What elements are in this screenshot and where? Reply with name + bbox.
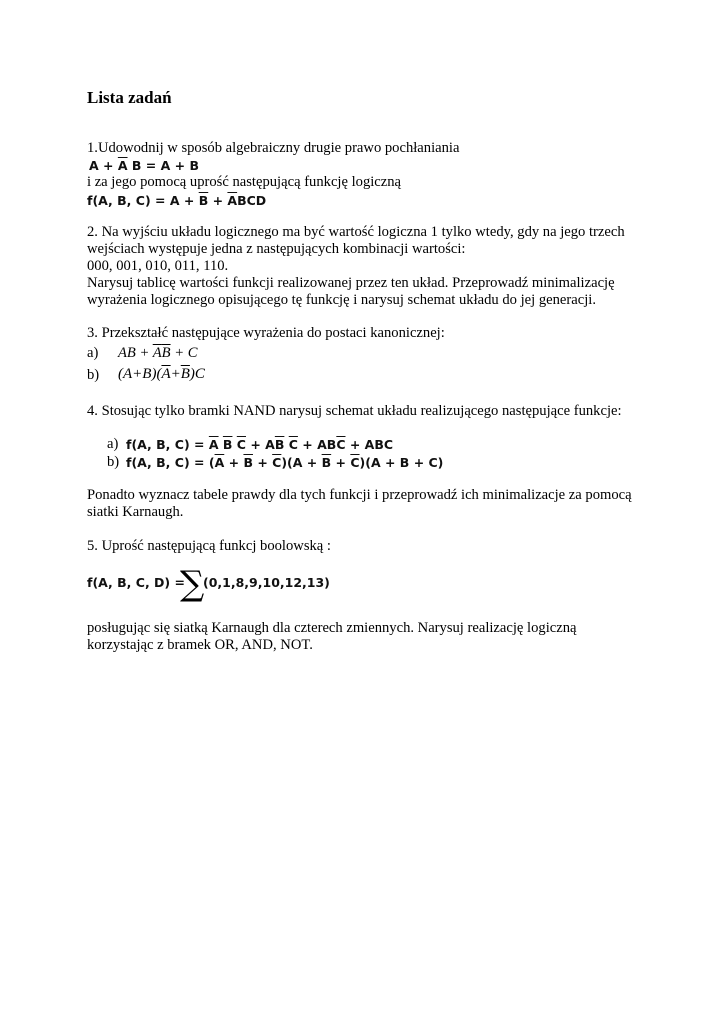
task3-b-expression: $(A+B)(\overline{A}+\overline{B})C$ [118, 366, 205, 382]
task4-b-label: b) [107, 454, 120, 470]
task2-text-line4: Narysuj tablicę wartości funkcji realizowanej przez ten układ. Przeprowadź minimalizację [87, 275, 615, 291]
page-title: Lista zadań [87, 88, 172, 107]
task2-text-line5: wyrażenia logicznego opisującego tę funkcję i narysuj schemat układu do jej generacji. [87, 292, 596, 308]
task1-formula: $A + \overline{A}$ B = A + B [89, 158, 199, 173]
task4-text-line1: 4. Stosując tylko bramki NAND narysuj schemat układu realizującego następujące funkcje: [87, 403, 622, 419]
task5-minterms: (0,1,8,9,10,12,13) [203, 575, 330, 590]
sum-symbol: ∑ [180, 564, 205, 604]
task5-text-line2: posługując się siatką Karnaugh dla czterech zmiennych. Narysuj realizację logiczną [87, 620, 577, 636]
task4-text-line3: siatki Karnaugh. [87, 504, 184, 520]
task1-text-line1: 1.Udowodnij w sposób algebraiczny drugie prawo pochłaniania [87, 140, 460, 156]
task2-text-line2: wejściach występuje jedna z następujących kombinacji wartości: [87, 241, 466, 257]
task1-function: f(A, B, $C) = A + \overline{B} + \overline{A}BCD$ [87, 193, 267, 208]
task1-text-line2: i za jego pomocą uprość następującą funkcję logiczną [87, 174, 402, 190]
task3-a-expression: AB + $\overline{A}\overline{B} + C$ [118, 345, 198, 361]
task2-text-line3: 000, 001, 010, 011, 110. [87, 258, 229, 274]
task3-a-label: a) [87, 345, 99, 361]
task4-a-expression: f(A, B, $C) = \overline{A}$ $\overline{B}$ $\overline{C} + A\overline{B}$ $\overline{C} + AB\overline{C}$ + ABC [126, 437, 394, 452]
task5-text-line1: 5. Uprość następującą funkcj boolowską : [87, 538, 331, 554]
task4-a-label: a) [107, 436, 119, 452]
task4-text-line2: Ponadto wyznacz tabele prawdy dla tych funkcji i przeprowadź ich minimalizacje za pomocą [87, 487, 632, 503]
task2-text-line1: 2. Na wyjściu układu logicznego ma być wartość logiczna 1 tylko wtedy, gdy na jego trzech [87, 224, 625, 240]
task4-b-expression: f(A, B, $C) = (\overline{A} + \overline{B} + \overline{C})(A + \overline{B} + \overline{C})(A + B + C)$ [126, 455, 444, 470]
task5-text-line3: korzystając z bramek OR, AND, NOT. [87, 637, 313, 653]
task3-b-label: b) [87, 367, 100, 383]
task3-text-line1: 3. Przekształć następujące wyrażenia do postaci kanonicznej: [87, 325, 445, 341]
task5-function-lhs: f(A, B, C, D) = [87, 575, 185, 590]
